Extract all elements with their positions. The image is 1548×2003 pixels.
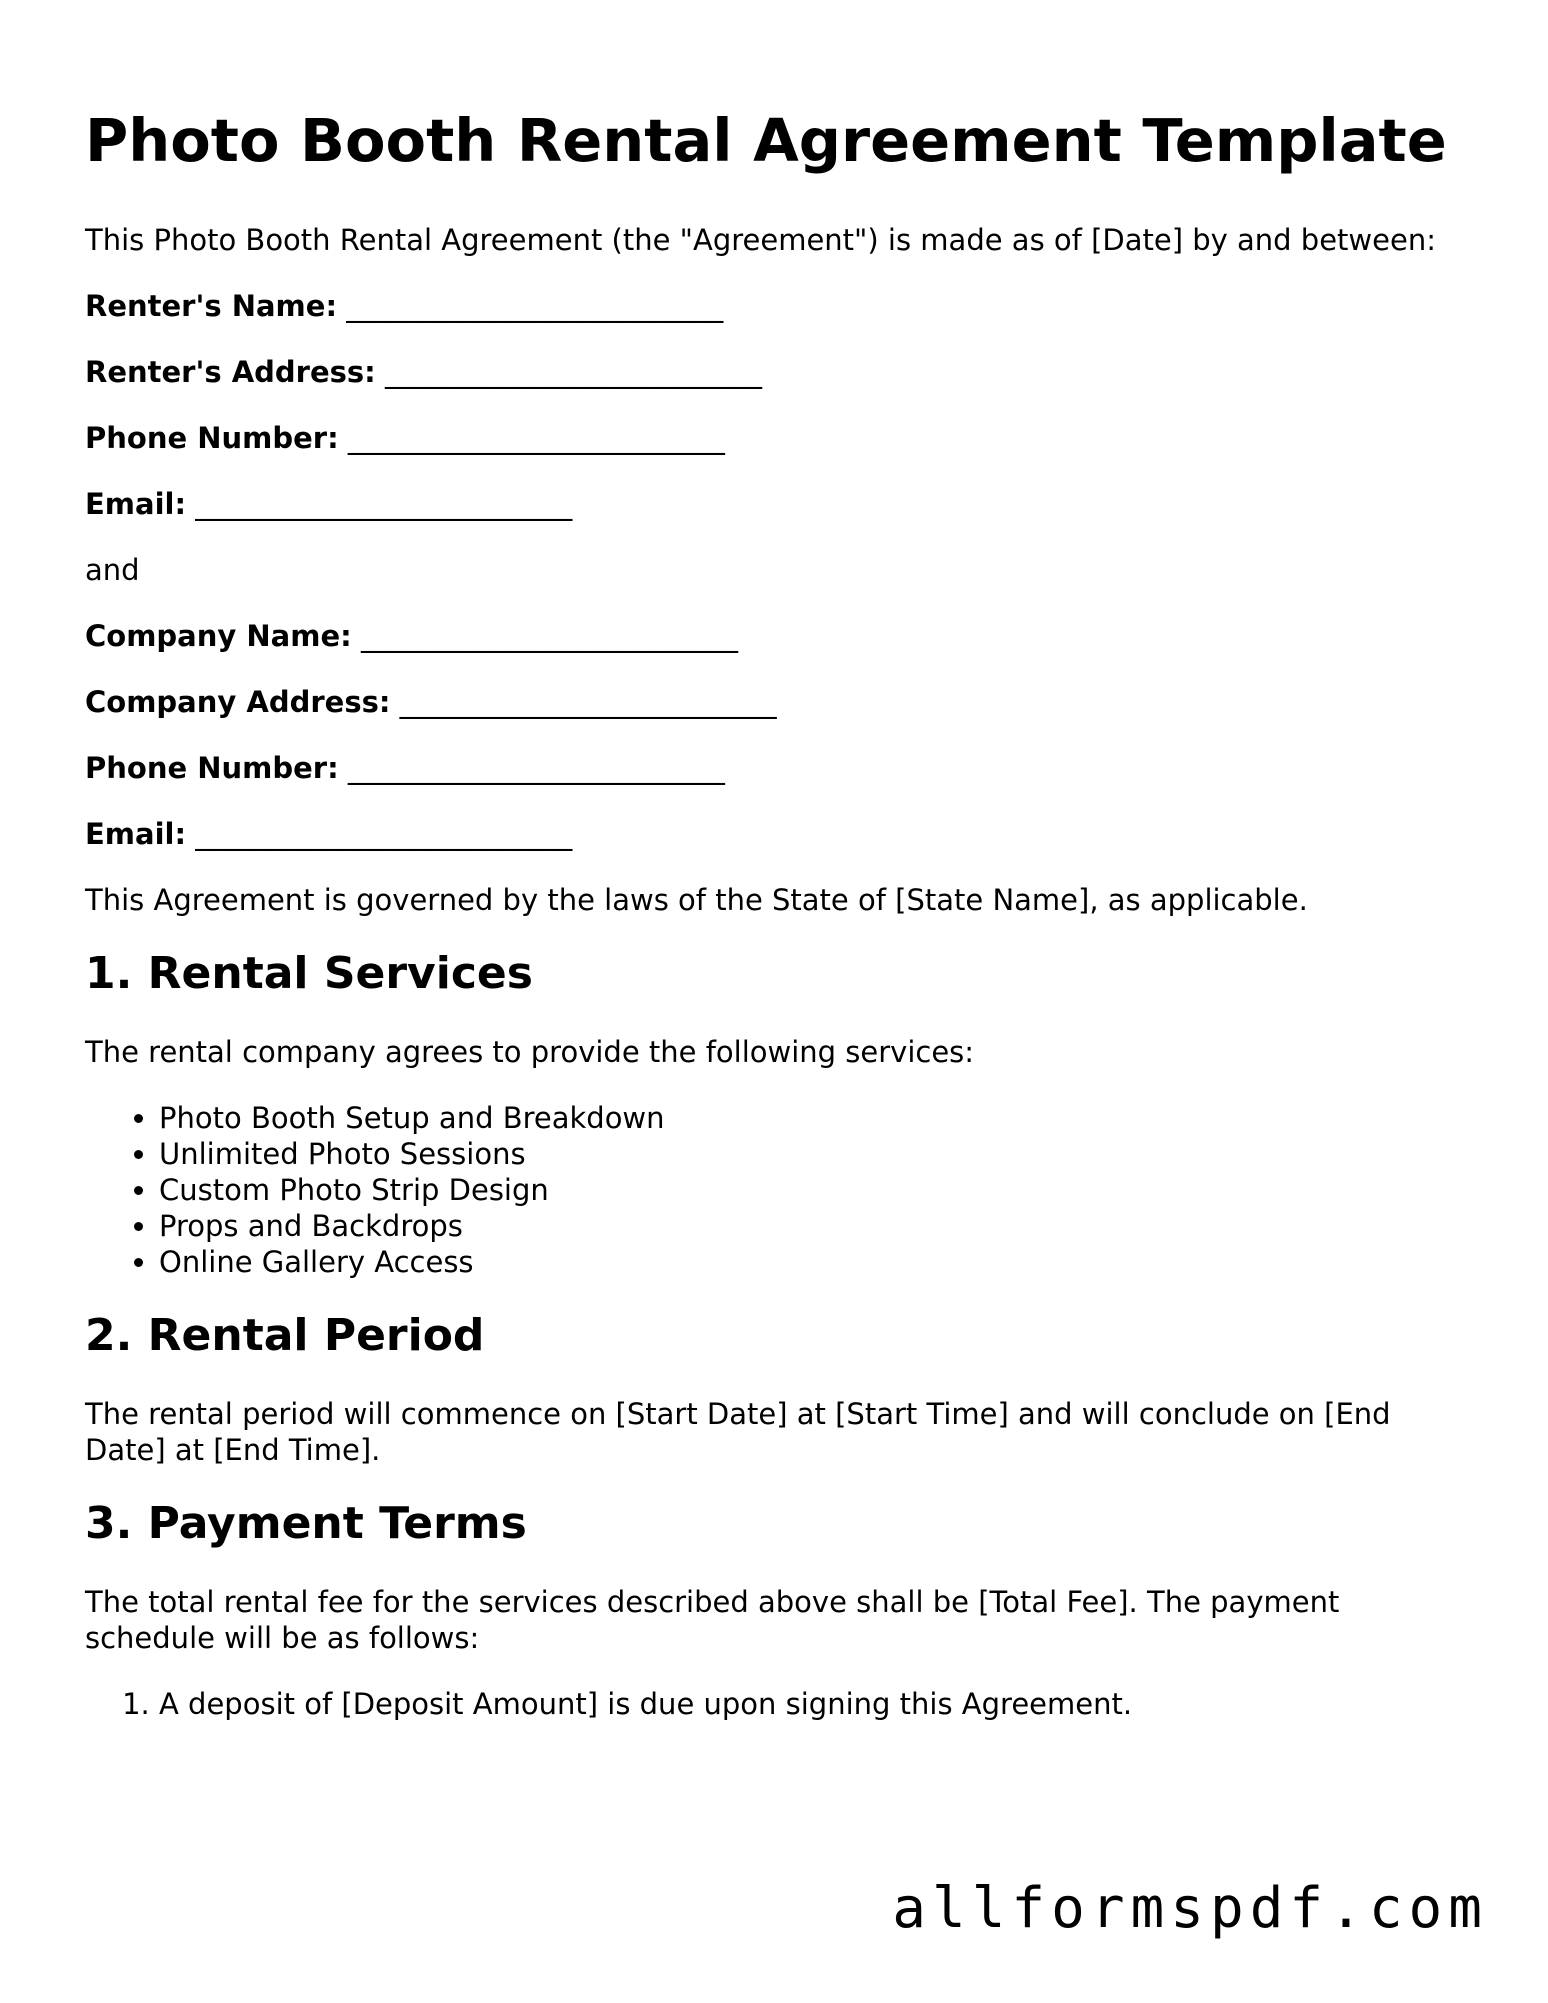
company-name-blank[interactable]: __________________________ [360, 619, 738, 653]
renter-name-label: Renter's Name: [85, 289, 338, 323]
document-title: Photo Booth Rental Agreement Template [85, 106, 1447, 175]
section-1-heading: 1. Rental Services [85, 948, 533, 999]
company-address-field [85, 684, 1465, 720]
company-email-blank[interactable]: __________________________ [195, 817, 573, 851]
section-3-heading: 3. Payment Terms [85, 1498, 527, 1549]
list-item: 1. A deposit of [Deposit Amount] is due upon signing this Agreement. [159, 1686, 1465, 1722]
section-1-intro: The rental company agrees to provide the following services: [85, 1035, 975, 1069]
renter-phone-field [85, 420, 1465, 456]
list-item: • Unlimited Photo Sessions [159, 1136, 1465, 1172]
renter-phone-label: Phone Number: [85, 421, 339, 455]
company-name-label: Company Name: [85, 619, 352, 653]
renter-address-blank[interactable]: __________________________ [384, 355, 762, 389]
renter-email-blank[interactable]: __________________________ [195, 487, 573, 521]
renter-email-label: Email: [85, 487, 187, 521]
section-2-text: The rental period will commence on [Start Date] at [Start Time] and will conclude on [End Date] at [End Time]. [85, 1397, 1391, 1467]
section-2-heading: 2. Rental Period [85, 1310, 485, 1361]
company-address-label: Company Address: [85, 685, 391, 719]
company-name-field [85, 618, 1465, 654]
watermark: allformspdf.com [892, 1876, 1488, 1941]
renter-address-label: Renter's Address: [85, 355, 376, 389]
list-item: • Custom Photo Strip Design [159, 1172, 1465, 1208]
renter-phone-blank[interactable]: __________________________ [347, 421, 725, 455]
services-list [85, 1100, 1465, 1280]
intro-paragraph: This Photo Booth Rental Agreement (the "Agreement") is made as of [Date] by and between: [85, 223, 1436, 257]
list-item: • Online Gallery Access [159, 1244, 1465, 1280]
section-3-text: The total rental fee for the services described above shall be [Total Fee]. The payment schedule will be as follows: [85, 1585, 1340, 1655]
company-phone-label: Phone Number: [85, 751, 339, 785]
renter-name-blank[interactable]: __________________________ [346, 289, 724, 323]
company-phone-blank[interactable]: __________________________ [347, 751, 725, 785]
company-phone-field [85, 750, 1465, 786]
list-item: • Photo Booth Setup and Breakdown [159, 1100, 1465, 1136]
company-email-field [85, 816, 1465, 852]
payment-schedule-list [85, 1686, 1465, 1722]
and-text: and [85, 553, 140, 587]
document-page [85, 105, 1465, 1752]
governing-law-paragraph: This Agreement is governed by the laws of the State of [State Name], as applicable. [85, 883, 1308, 917]
list-item: • Props and Backdrops [159, 1208, 1465, 1244]
company-address-blank[interactable]: __________________________ [399, 685, 777, 719]
renter-email-field [85, 486, 1465, 522]
renter-name-field [85, 288, 1465, 324]
renter-address-field [85, 354, 1465, 390]
company-email-label: Email: [85, 817, 187, 851]
